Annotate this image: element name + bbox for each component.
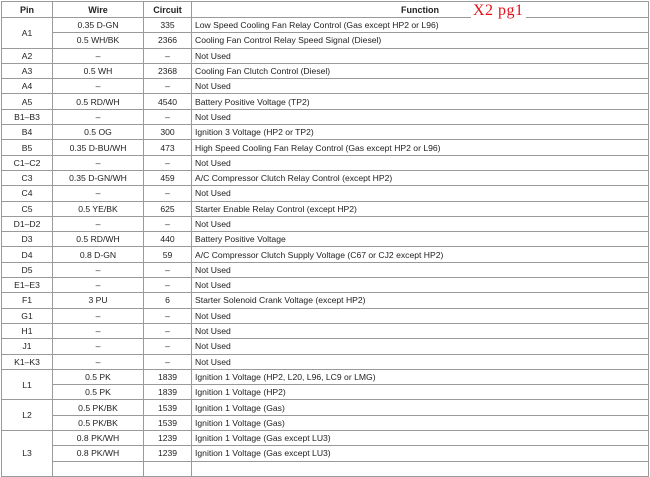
function-cell: Not Used [192, 323, 649, 338]
pin-cell: A2 [2, 48, 53, 63]
circuit-cell: 1239 [144, 431, 192, 446]
pin-cell: B5 [2, 140, 53, 155]
function-cell: Not Used [192, 262, 649, 277]
wire-cell: – [53, 278, 144, 293]
circuit-cell: 6 [144, 293, 192, 308]
function-column-header: Function [192, 2, 649, 18]
table-row [2, 308, 649, 323]
function-cell: Not Used [192, 339, 649, 354]
wire-cell: – [53, 339, 144, 354]
function-cell: Low Speed Cooling Fan Relay Control (Gas except HP2 or L96) [192, 18, 649, 33]
wire-cell: 0.5 WH [53, 63, 144, 78]
pin-cell: D4 [2, 247, 53, 262]
circuit-cell: – [144, 79, 192, 94]
circuit-cell: – [144, 308, 192, 323]
wire-cell: 0.5 RD/WH [53, 94, 144, 109]
function-cell: High Speed Cooling Fan Relay Control (Gas except HP2 or L96) [192, 140, 649, 155]
pin-column-header: Pin [2, 2, 53, 18]
wire-cell: – [53, 354, 144, 369]
circuit-column-header: Circuit [144, 2, 192, 18]
function-cell: A/C Compressor Clutch Supply Voltage (C67 or CJ2 except HP2) [192, 247, 649, 262]
pin-cell: C4 [2, 186, 53, 201]
circuit-cell: 459 [144, 170, 192, 185]
function-cell: Not Used [192, 79, 649, 94]
wire-cell: – [53, 48, 144, 63]
wire-cell: – [53, 216, 144, 231]
function-cell: Ignition 1 Voltage (HP2, L20, L96, LC9 or LMG) [192, 369, 649, 384]
function-cell: Not Used [192, 278, 649, 293]
wire-cell: 0.5 YE/BK [53, 201, 144, 216]
circuit-cell: 1239 [144, 446, 192, 461]
circuit-cell [144, 461, 192, 476]
function-cell: Ignition 1 Voltage (HP2) [192, 385, 649, 400]
table-row [2, 354, 649, 369]
function-cell: Ignition 1 Voltage (Gas) [192, 415, 649, 430]
circuit-cell: – [144, 155, 192, 170]
wire-cell: 0.8 PK/WH [53, 431, 144, 446]
function-cell: Not Used [192, 48, 649, 63]
function-cell: Not Used [192, 354, 649, 369]
pin-cell: E1–E3 [2, 278, 53, 293]
circuit-cell: 1839 [144, 369, 192, 384]
function-cell: Ignition 1 Voltage (Gas except LU3) [192, 446, 649, 461]
wire-cell: 0.5 PK/BK [53, 400, 144, 415]
table-row [2, 201, 649, 216]
circuit-cell: – [144, 323, 192, 338]
table-row [2, 186, 649, 201]
function-cell: Not Used [192, 186, 649, 201]
pin-cell: D1–D2 [2, 216, 53, 231]
pin-cell: L2 [2, 400, 53, 431]
table-row [2, 125, 649, 140]
function-cell: Not Used [192, 216, 649, 231]
handwritten-page-annotation: X2 pg1 [473, 2, 524, 19]
table-row [2, 140, 649, 155]
pin-cell: A4 [2, 79, 53, 94]
pin-cell: G1 [2, 308, 53, 323]
table-row [2, 385, 649, 400]
circuit-cell: 2368 [144, 63, 192, 78]
pin-cell: L1 [2, 369, 53, 400]
circuit-cell: 473 [144, 140, 192, 155]
wire-cell: – [53, 79, 144, 94]
circuit-cell: 335 [144, 18, 192, 33]
wire-cell: 0.5 RD/WH [53, 232, 144, 247]
pinout-table [1, 1, 649, 477]
table-row [2, 94, 649, 109]
table-row [2, 232, 649, 247]
circuit-cell: 2366 [144, 33, 192, 48]
pin-cell: H1 [2, 323, 53, 338]
circuit-cell: – [144, 216, 192, 231]
wire-cell [53, 461, 144, 476]
wire-cell: – [53, 308, 144, 323]
wire-cell: 0.35 D-GN/WH [53, 170, 144, 185]
table-row [2, 323, 649, 338]
table-row [2, 109, 649, 124]
wire-cell: 3 PU [53, 293, 144, 308]
table-row [2, 63, 649, 78]
circuit-cell: 625 [144, 201, 192, 216]
table-row [2, 48, 649, 63]
table-row [2, 18, 649, 33]
wire-cell: 0.8 PK/WH [53, 446, 144, 461]
table-row [2, 369, 649, 384]
pin-cell: J1 [2, 339, 53, 354]
wire-cell: 0.5 OG [53, 125, 144, 140]
circuit-cell: – [144, 354, 192, 369]
header-row [2, 2, 649, 18]
wire-cell: 0.5 PK [53, 385, 144, 400]
table-row [2, 461, 649, 476]
pin-cell: B4 [2, 125, 53, 140]
wire-cell: – [53, 109, 144, 124]
circuit-cell: 1839 [144, 385, 192, 400]
function-cell: Ignition 3 Voltage (HP2 or TP2) [192, 125, 649, 140]
table-row [2, 446, 649, 461]
wire-cell: 0.5 WH/BK [53, 33, 144, 48]
wire-cell: 0.8 D-GN [53, 247, 144, 262]
circuit-cell: – [144, 109, 192, 124]
pin-cell: B1–B3 [2, 109, 53, 124]
wire-cell: – [53, 155, 144, 170]
function-cell: Battery Positive Voltage (TP2) [192, 94, 649, 109]
function-cell: Starter Solenoid Crank Voltage (except HP2) [192, 293, 649, 308]
table-row [2, 262, 649, 277]
pin-cell: A3 [2, 63, 53, 78]
circuit-cell: 300 [144, 125, 192, 140]
function-cell: Cooling Fan Control Relay Speed Signal (Diesel) [192, 33, 649, 48]
table-row [2, 155, 649, 170]
pin-cell: D3 [2, 232, 53, 247]
function-cell: Ignition 1 Voltage (Gas) [192, 400, 649, 415]
function-cell: Not Used [192, 109, 649, 124]
circuit-cell: 4540 [144, 94, 192, 109]
function-cell [192, 461, 649, 476]
circuit-cell: 440 [144, 232, 192, 247]
pin-cell: L3 [2, 431, 53, 477]
pin-cell: C5 [2, 201, 53, 216]
circuit-cell: – [144, 186, 192, 201]
table-row [2, 431, 649, 446]
wire-cell: 0.5 PK/BK [53, 415, 144, 430]
table-row [2, 400, 649, 415]
pin-cell: F1 [2, 293, 53, 308]
circuit-cell: – [144, 48, 192, 63]
wire-cell: – [53, 186, 144, 201]
table-row [2, 415, 649, 430]
pin-cell: C1–C2 [2, 155, 53, 170]
circuit-cell: 1539 [144, 400, 192, 415]
function-cell: Not Used [192, 308, 649, 323]
function-cell: Ignition 1 Voltage (Gas except LU3) [192, 431, 649, 446]
function-cell: A/C Compressor Clutch Relay Control (except HP2) [192, 170, 649, 185]
function-cell: Starter Enable Relay Control (except HP2) [192, 201, 649, 216]
circuit-cell: – [144, 278, 192, 293]
wire-cell: 0.35 D-GN [53, 18, 144, 33]
wire-cell: – [53, 262, 144, 277]
circuit-cell: 59 [144, 247, 192, 262]
table-row [2, 247, 649, 262]
function-cell: Not Used [192, 155, 649, 170]
function-cell: Cooling Fan Clutch Control (Diesel) [192, 63, 649, 78]
table-row [2, 170, 649, 185]
table-row [2, 293, 649, 308]
function-cell: Battery Positive Voltage [192, 232, 649, 247]
pin-cell: A1 [2, 18, 53, 49]
pin-cell: K1–K3 [2, 354, 53, 369]
circuit-cell: – [144, 339, 192, 354]
pin-cell: A5 [2, 94, 53, 109]
table-row [2, 79, 649, 94]
pin-cell: D5 [2, 262, 53, 277]
wire-cell: 0.35 D-BU/WH [53, 140, 144, 155]
table-row [2, 339, 649, 354]
table-row [2, 278, 649, 293]
wire-cell: – [53, 323, 144, 338]
pin-cell: C3 [2, 170, 53, 185]
circuit-cell: – [144, 262, 192, 277]
wire-cell: 0.5 PK [53, 369, 144, 384]
table-row [2, 216, 649, 231]
table-row [2, 33, 649, 48]
circuit-cell: 1539 [144, 415, 192, 430]
wire-column-header: Wire [53, 2, 144, 18]
